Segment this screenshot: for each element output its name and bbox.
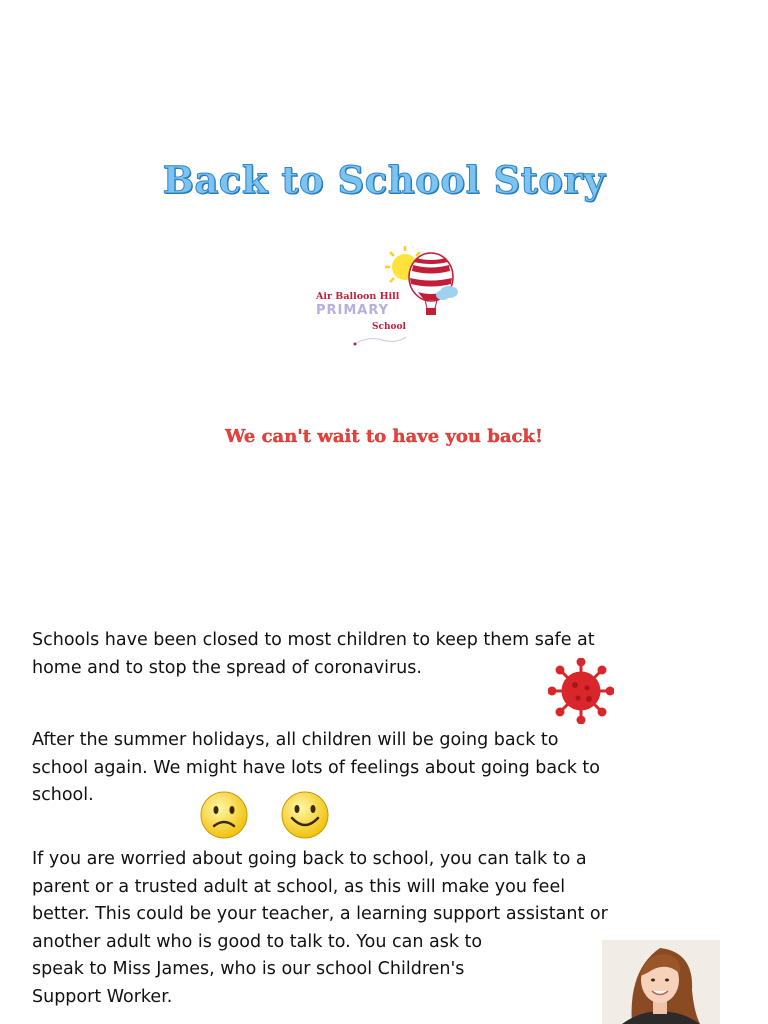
page-title: Back to School Story	[162, 158, 606, 202]
paragraph-school-closure: Schools have been closed to most children to keep them safe at home and to stop the spread of coronavirus.	[32, 630, 595, 678]
coronavirus-icon	[548, 658, 614, 724]
happy-face-icon	[280, 790, 330, 840]
school-logo	[310, 240, 460, 350]
paragraph-back-to-school: After the summer holidays, all children will be going back to school again. We might have lots of feelings about going back to school.	[32, 730, 600, 805]
hot-air-balloon-icon	[409, 253, 453, 315]
logo-text-line3: School	[372, 322, 406, 332]
logo-text-line1: Air Balloon Hill	[316, 291, 400, 302]
tagline: We can't wait to have you back!	[225, 426, 543, 447]
swirl-decoration	[356, 337, 406, 343]
sad-face-icon	[199, 790, 249, 840]
portrait-image	[602, 940, 720, 1024]
logo-text-line2: PRIMARY	[316, 303, 390, 318]
staff-photo	[602, 940, 720, 1024]
paragraph-talk-to-adult: If you are worried about going back to school, you can talk to a parent or a trusted adult at school, as this will make you feel better. This could be your teacher, a learning support assistant or another adult who is good to talk to. You can ask to speak to Miss James, who is our school Children's Support Worker.	[32, 849, 608, 1007]
